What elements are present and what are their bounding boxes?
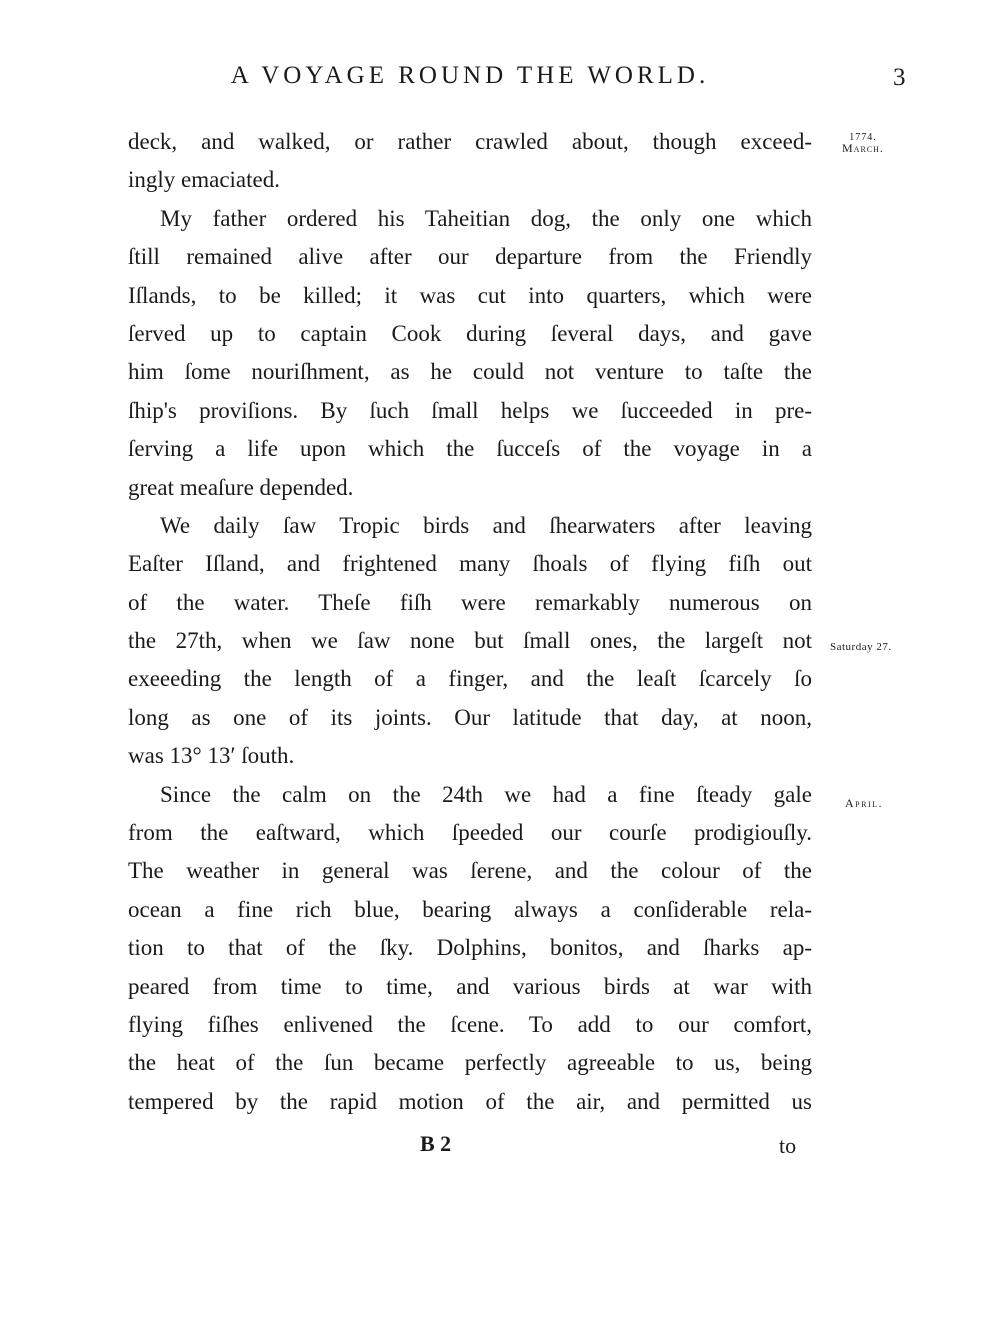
text-line: Since the calm on the 24th we had a fine ſteady gale [160, 781, 812, 807]
text-line: tion to that of the ſky. Dolphins, bonitos, and ſharks ap- [128, 935, 812, 961]
text-line: tempered by the rapid motion of the air, and permitted us [128, 1088, 812, 1114]
text-line: Iſlands, to be killed; it was cut into quarters, which were [128, 282, 812, 308]
text-line: the 27th, when we ſaw none but ſmall ones, the largeſt not [128, 628, 812, 654]
text-line: ſhip's proviſions. By ſuch ſmall helps we ſucceeded in pre- [128, 397, 812, 423]
text-line: long as one of its joints. Our latitude that day, at noon, [128, 704, 812, 730]
margin-year: 1774. [849, 132, 877, 143]
running-title: A VOYAGE ROUND THE WORLD. [230, 62, 710, 89]
margin-month: March. [842, 141, 884, 155]
text-line: exeeeding the length of a finger, and the leaſt ſcarcely ſo [128, 666, 812, 692]
text-line: ſerved up to captain Cook during ſeveral days, and gave [128, 320, 812, 346]
body-text [128, 123, 812, 1121]
text-line: great meaſure depended. [128, 474, 354, 500]
text-line: ocean a fine rich blue, bearing always a conſiderable rela- [128, 896, 812, 922]
text-line: him ſome nouriſhment, as he could not venture to taſte the [128, 359, 812, 385]
text-line: Eaſter Iſland, and frightened many ſhoals of flying fiſh out [128, 551, 812, 577]
margin-date-note [842, 132, 884, 154]
margin-april-note: April. [845, 796, 884, 810]
catchword: to [779, 1133, 797, 1158]
text-line: was 13° 13′ ſouth. [128, 743, 295, 769]
text-line: deck, and walked, or rather crawled about, though exceed- [128, 129, 812, 154]
text-line: of the water. Theſe fiſh were remarkably numerous on [128, 589, 812, 615]
text-line: The weather in general was ſerene, and the colour of the [128, 858, 812, 884]
text-line: ſtill remained alive after our departure from the Friendly [128, 244, 812, 270]
text-line: the heat of the ſun became perfectly agreeable to us, being [128, 1050, 812, 1076]
signature-mark: B 2 [420, 1131, 452, 1156]
text-line: ingly emaciated. [128, 167, 280, 193]
text-line: peared from time to time, and various birds at war with [128, 973, 812, 999]
text-line: My father ordered his Taheitian dog, the only one which [160, 205, 812, 231]
text-line: from the eaſtward, which ſpeeded our courſe prodigiouſly. [128, 820, 812, 846]
margin-saturday-note: Saturday 27. [830, 641, 892, 653]
text-line: flying fiſhes enlivened the ſcene. To add to our comfort, [128, 1011, 812, 1037]
text-line: ſerving a life upon which the ſucceſs of the voyage in a [128, 436, 812, 462]
page-number: 3 [893, 64, 906, 91]
text-line: We daily ſaw Tropic birds and ſhearwaters after leaving [160, 512, 812, 538]
